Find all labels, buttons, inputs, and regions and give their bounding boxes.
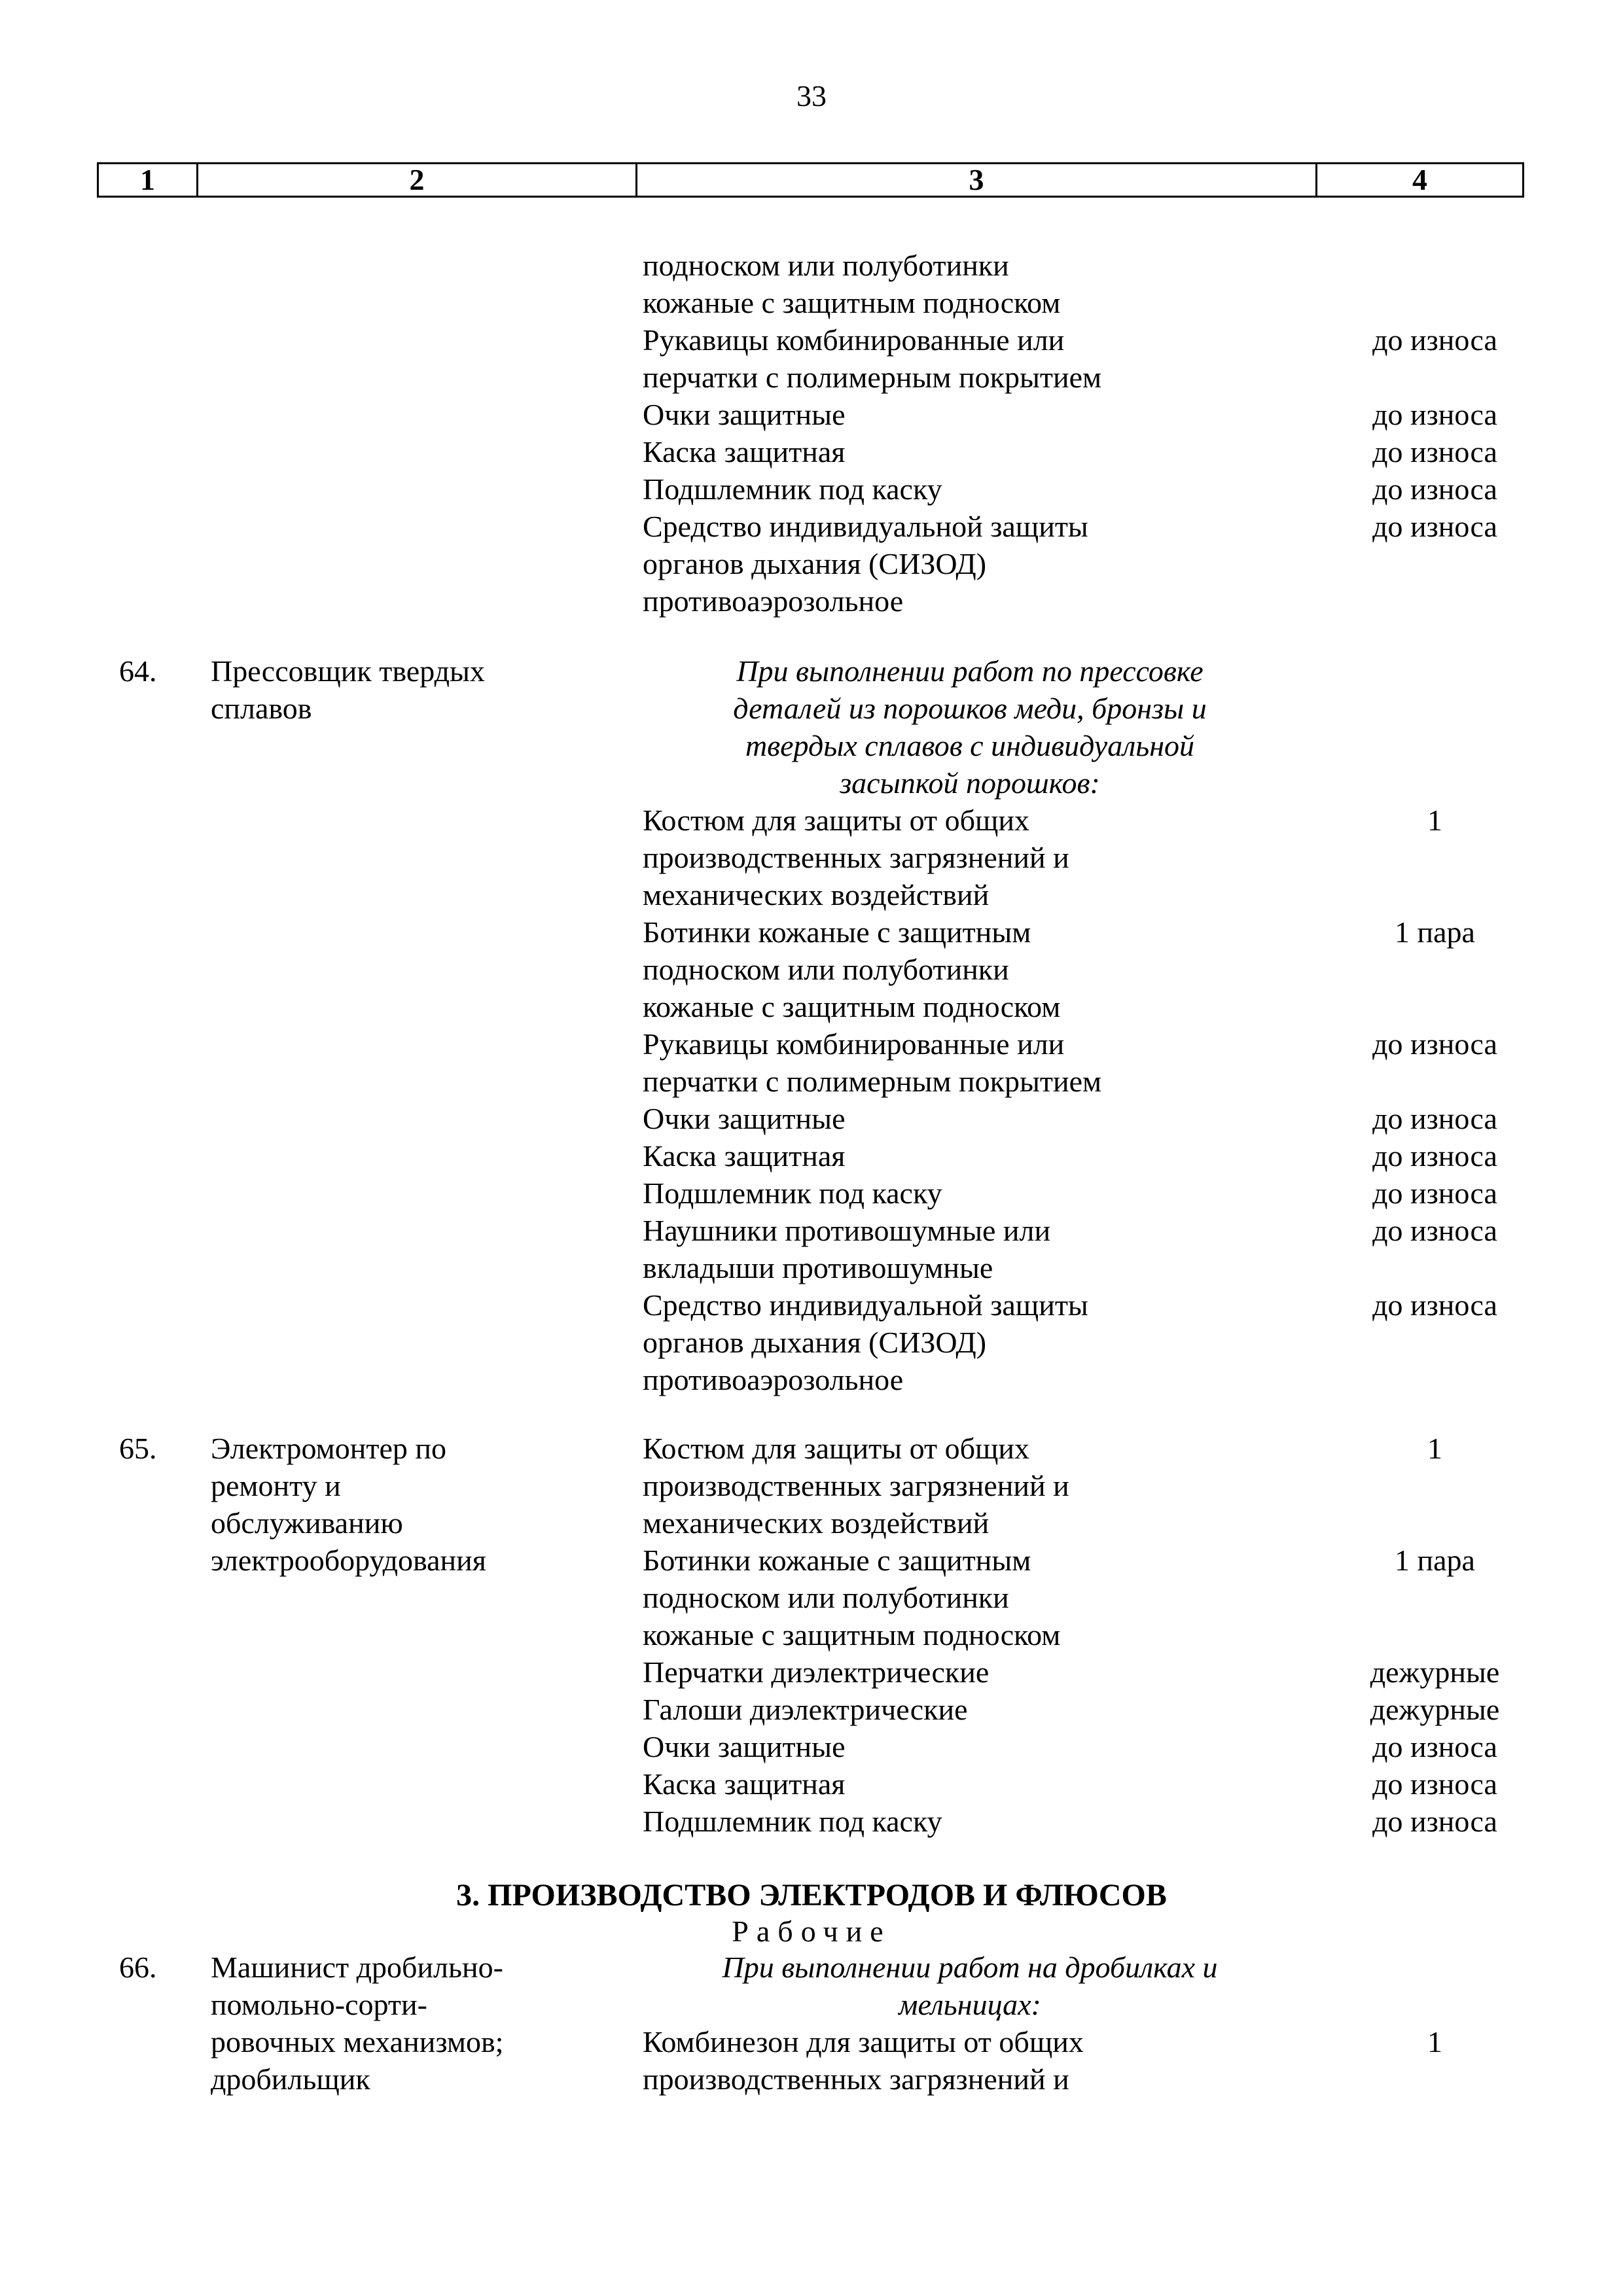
job-title-line: электрооборудования (211, 1544, 486, 1577)
item-line: Рукавицы комбинированные или (643, 1027, 1065, 1061)
header-col-3: 3 (635, 164, 1315, 196)
item-line: подноском или полуботинки (643, 1581, 1009, 1614)
item-qty: дежурные (1370, 1655, 1500, 1689)
item-qty: до износа (1372, 472, 1497, 506)
item-line: Галоши диэлектрические (643, 1693, 968, 1726)
item-line: Каска защитная (643, 1767, 846, 1801)
item-line: органов дыхания (СИЗОД) (643, 1326, 987, 1359)
item-qty: до износа (1372, 1730, 1497, 1763)
item-line: Ботинки кожаные с защитным (643, 915, 1031, 949)
header-col-4: 4 (1315, 164, 1522, 196)
item-line: подноском или полуботинки (643, 953, 1009, 986)
work-condition-line: деталей из порошков меди, бронзы и (733, 692, 1207, 725)
item-qty: до износа (1372, 1027, 1497, 1061)
work-condition-line: мельницах: (899, 1988, 1041, 2021)
item-line: производственных загрязнений и (643, 841, 1069, 874)
item-qty: до износа (1372, 1767, 1497, 1801)
entry-number: 64. (119, 654, 157, 688)
item-line: Рукавицы комбинированные или (643, 323, 1065, 357)
job-title-line: Машинист дробильно- (211, 1951, 503, 1984)
item-line: перчатки с полимерным покрытием (643, 1065, 1102, 1098)
item-qty: 1 (1427, 1432, 1442, 1465)
job-title-line: Электромонтер по (211, 1432, 447, 1465)
item-line: Средство индивидуальной защиты (643, 1288, 1088, 1322)
job-title-line: ремонту и (211, 1469, 341, 1502)
item-qty: 1 пара (1395, 1544, 1475, 1577)
item-line: перчатки с полимерным покрытием (643, 361, 1102, 394)
item-line: подноском или полуботинки (643, 249, 1009, 282)
item-line: противоаэрозольное (643, 1363, 904, 1396)
item-line: Наушники противошумные или (643, 1214, 1051, 1247)
item-line: Очки защитные (643, 398, 846, 431)
work-condition-line: засыпкой порошков: (840, 766, 1100, 800)
item-qty: до износа (1372, 1139, 1497, 1173)
item-line: Подшлемник под каску (643, 472, 942, 506)
item-qty: до износа (1372, 1805, 1497, 1838)
item-line: вкладыши противошумные (643, 1251, 993, 1284)
item-line: производственных загрязнений и (643, 2062, 1069, 2096)
item-qty: до износа (1372, 1288, 1497, 1322)
job-title-line: помольно-сорти- (211, 1988, 427, 2021)
section-title: 3. ПРОИЗВОДСТВО ЭЛЕКТРОДОВ И ФЛЮСОВ (456, 1878, 1167, 1913)
entry-number: 66. (119, 1951, 157, 1984)
item-qty: дежурные (1370, 1693, 1500, 1726)
item-line: противоаэрозольное (643, 584, 904, 618)
table-header (97, 162, 1524, 198)
item-line: кожаные с защитным подноском (643, 1618, 1061, 1651)
header-col-1: 1 (140, 163, 155, 196)
item-line: Каска защитная (643, 1139, 846, 1173)
item-line: Средство индивидуальной защиты (643, 510, 1088, 543)
item-line: органов дыхания (СИЗОД) (643, 547, 987, 580)
item-line: Костюм для защиты от общих (643, 804, 1030, 837)
item-line: Подшлемник под каску (643, 1805, 942, 1838)
item-line: Перчатки диэлектрические (643, 1655, 990, 1689)
job-title-line: дробильщик (211, 2062, 370, 2096)
item-qty: до износа (1372, 510, 1497, 543)
work-condition-line: твердых сплавов с индивидуальной (745, 729, 1195, 762)
item-line: кожаные с защитным подноском (643, 990, 1061, 1023)
job-title-line: обслуживанию (211, 1506, 403, 1540)
item-line: механических воздействий (643, 1506, 990, 1540)
work-condition-line: При выполнении работ по прессовке (736, 654, 1204, 688)
item-qty: до износа (1372, 435, 1497, 468)
item-line: Каска защитная (643, 435, 846, 468)
item-line: Костюм для защиты от общих (643, 1432, 1030, 1465)
job-title-line: ровочных механизмов; (211, 2025, 504, 2058)
section-subtitle: Рабочие (732, 1915, 891, 1948)
item-qty: до износа (1372, 1102, 1497, 1135)
entry-number: 65. (119, 1432, 157, 1465)
item-line: механических воздействий (643, 878, 990, 911)
item-line: Очки защитные (643, 1730, 846, 1763)
page-number: 33 (796, 79, 827, 113)
job-title-line: сплавов (211, 692, 312, 725)
item-line: Ботинки кожаные с защитным (643, 1544, 1031, 1577)
item-line: Комбинезон для защиты от общих (643, 2025, 1084, 2058)
job-title-line: Прессовщик твердых (211, 654, 485, 688)
item-qty: 1 (1427, 2025, 1442, 2058)
header-col-2: 2 (196, 164, 635, 196)
item-qty: до износа (1372, 398, 1497, 431)
item-qty: до износа (1372, 1214, 1497, 1247)
item-line: Очки защитные (643, 1102, 846, 1135)
item-qty: до износа (1372, 1176, 1497, 1210)
item-qty: 1 (1427, 804, 1442, 837)
item-qty: до износа (1372, 323, 1497, 357)
item-line: производственных загрязнений и (643, 1469, 1069, 1502)
work-condition-line: При выполнении работ на дробилках и (722, 1951, 1218, 1984)
item-line: кожаные с защитным подноском (643, 286, 1061, 319)
item-qty: 1 пара (1395, 915, 1475, 949)
item-line: Подшлемник под каску (643, 1176, 942, 1210)
